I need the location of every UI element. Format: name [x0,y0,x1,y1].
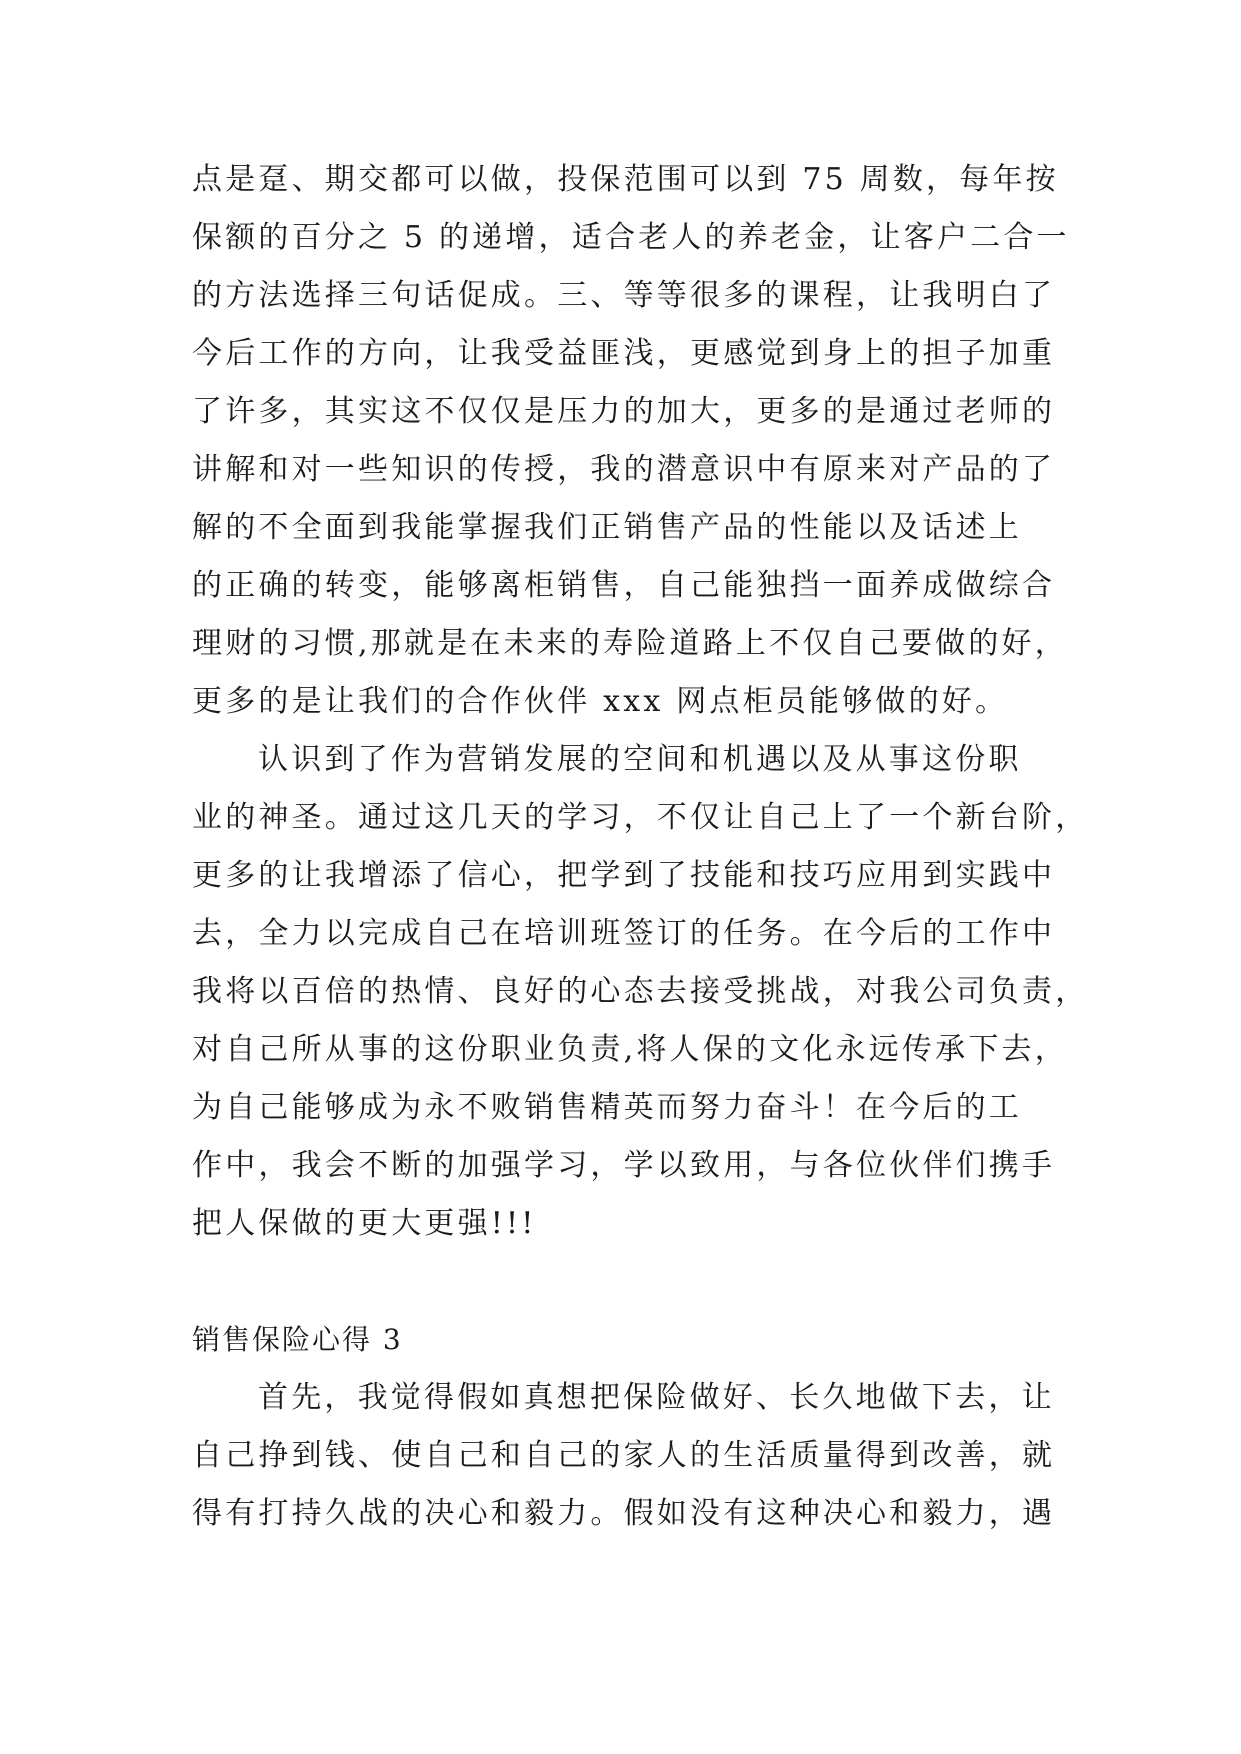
paragraph-2-line-6: 对自己所从事的这份职业负责,将人保的文化永远传承下去， [192,1032,1068,1067]
paragraph-3-line-2: 自己挣到钱、使自己和自己的家人的生活质量得到改善，就 [192,1438,1056,1473]
paragraph-3-line-3: 得有打持久战的决心和毅力。假如没有这种决心和毅力，遇 [192,1496,1056,1531]
paragraph-2-line-7: 为自己能够成为永不败销售精英而努力奋斗！在今后的工 [192,1090,1022,1125]
paragraph-2-line-8: 作中，我会不断的加强学习，学以致用，与各位伙伴们携手 [192,1148,1056,1183]
paragraph-3-line-1: 首先，我觉得假如真想把保险做好、长久地做下去，让 [258,1380,1055,1415]
paragraph-2-line-9: 把人保做的更大更强!!! [192,1206,537,1241]
paragraph-1-line-5: 了许多，其实这不仅仅是压力的加大，更多的是通过老师的 [192,394,1056,429]
section-heading: 销售保险心得 3 [192,1323,403,1356]
paragraph-1-line-2: 保额的百分之 5 的递增，适合老人的养老金，让客户二合一 [192,220,1070,255]
paragraph-2-line-4: 去，全力以完成自己在培训班签订的任务。在今后的工作中 [192,916,1056,951]
paragraph-2-line-1: 认识到了作为营销发展的空间和机遇以及从事这份职 [258,742,1022,777]
paragraph-2-line-5: 我将以百倍的热情、良好的心态去接受挑战，对我公司负责， [192,974,1089,1009]
paragraph-1-line-10: 更多的是让我们的合作伙伴 xxx 网点柜员能够做的好。 [192,684,1009,719]
paragraph-1-line-6: 讲解和对一些知识的传授，我的潜意识中有原来对产品的了 [192,452,1056,487]
paragraph-1-line-1: 点是趸、期交都可以做，投保范围可以到 75 周数，每年按 [192,162,1059,197]
paragraph-1-line-7: 解的不全面到我能掌握我们正销售产品的性能以及话述上 [192,510,1022,545]
paragraph-1-line-4: 今后工作的方向，让我受益匪浅，更感觉到身上的担子加重 [192,336,1056,371]
paragraph-2-line-3: 更多的让我增添了信心，把学到了技能和技巧应用到实践中 [192,858,1056,893]
paragraph-1-line-3: 的方法选择三句话促成。三、等等很多的课程，让我明白了 [192,278,1056,313]
paragraph-1-line-8: 的正确的转变，能够离柜销售，自己能独挡一面养成做综合 [192,568,1056,603]
paragraph-1-line-9: 理财的习惯,那就是在未来的寿险道路上不仅自己要做的好， [192,626,1068,661]
paragraph-2-line-2: 业的神圣。通过这几天的学习，不仅让自己上了一个新台阶， [192,800,1089,835]
